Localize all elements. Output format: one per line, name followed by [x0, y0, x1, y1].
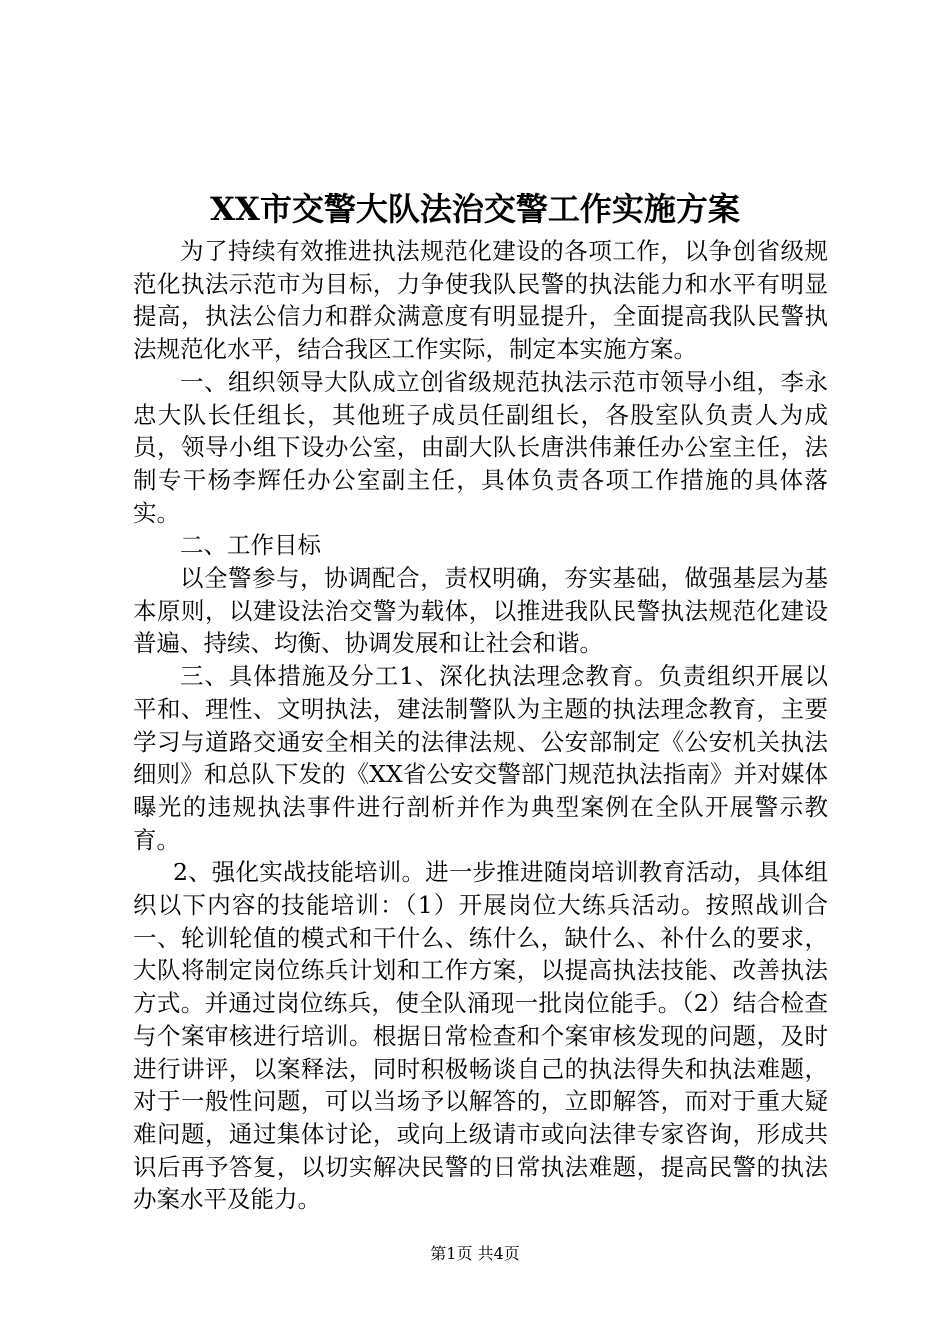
page-number: 第1页 共4页 [430, 1244, 520, 1263]
paragraph-training: 2、强化实战技能培训。进一步推进随岗培训教育活动，具体组织以下内容的技能培训：（1）开展岗位大练兵活动。按照战训合一、轮训轮值的模式和干什么、练什么，缺什么、补什么的要求，大队将制定岗位练兵计划和工作方案，以提高执法技能、改善执法方式。并通过岗位练兵，使全队涌现一批岗位能手。（2）结合检查与个案审核进行培训。根据日常检查和个案审核发现的问题，及时进行讲评，以案释法，同时积极畅谈自己的执法得失和执法难题，对于一般性问题，可以当场予以解答的，立即解答，而对于重大疑难问题，通过集体讨论，或向上级请市或向法律专家咨询，形成共识后再予答复，以切实解决民警的日常执法难题，提高民警的执法办案水平及能力。 [133, 858, 828, 1214]
paragraph-organization: 一、组织领导大队成立创省级规范执法示范市领导小组，李永忠大队长任组长，其他班子成员任副组长，各股室队负责人为成员，领导小组下设办公室，由副大队长唐洪伟兼任办公室主任，法制专干杨李辉任办公室副主任，具体负责各项工作措施的具体落实。 [133, 367, 828, 527]
paragraph-goals-heading: 二、工作目标 [180, 531, 321, 560]
document-title: XX市交警大队法治交警工作实施方案 [210, 190, 740, 228]
paragraph-measures: 三、具体措施及分工1、深化执法理念教育。负责组织开展以平和、理性、文明执法，建法制警队为主题的执法理念教育，主要学习与道路交通安全相关的法律法规、公安部制定《公安机关执法细则》和总队下发的《XX省公安交警部门规范执法指南》并对媒体曝光的违规执法事件进行剖析并作为典型案例在全队开展警示教育。 [133, 662, 828, 854]
paragraph-intro: 为了持续有效推进执法规范化建设的各项工作，以争创省级规范化执法示范市为目标，力争使我队民警的执法能力和水平有明显提高，执法公信力和群众满意度有明显提升，全面提高我队民警执法规范化水平，结合我区工作实际，制定本实施方案。 [133, 237, 828, 364]
paragraph-goals: 以全警参与，协调配合，责权明确，夯实基础，做强基层为基本原则，以建设法治交警为载体，以推进我队民警执法规范化建设普遍、持续、均衡、协调发展和让社会和谐。 [133, 564, 828, 658]
document-body [133, 235, 828, 1216]
